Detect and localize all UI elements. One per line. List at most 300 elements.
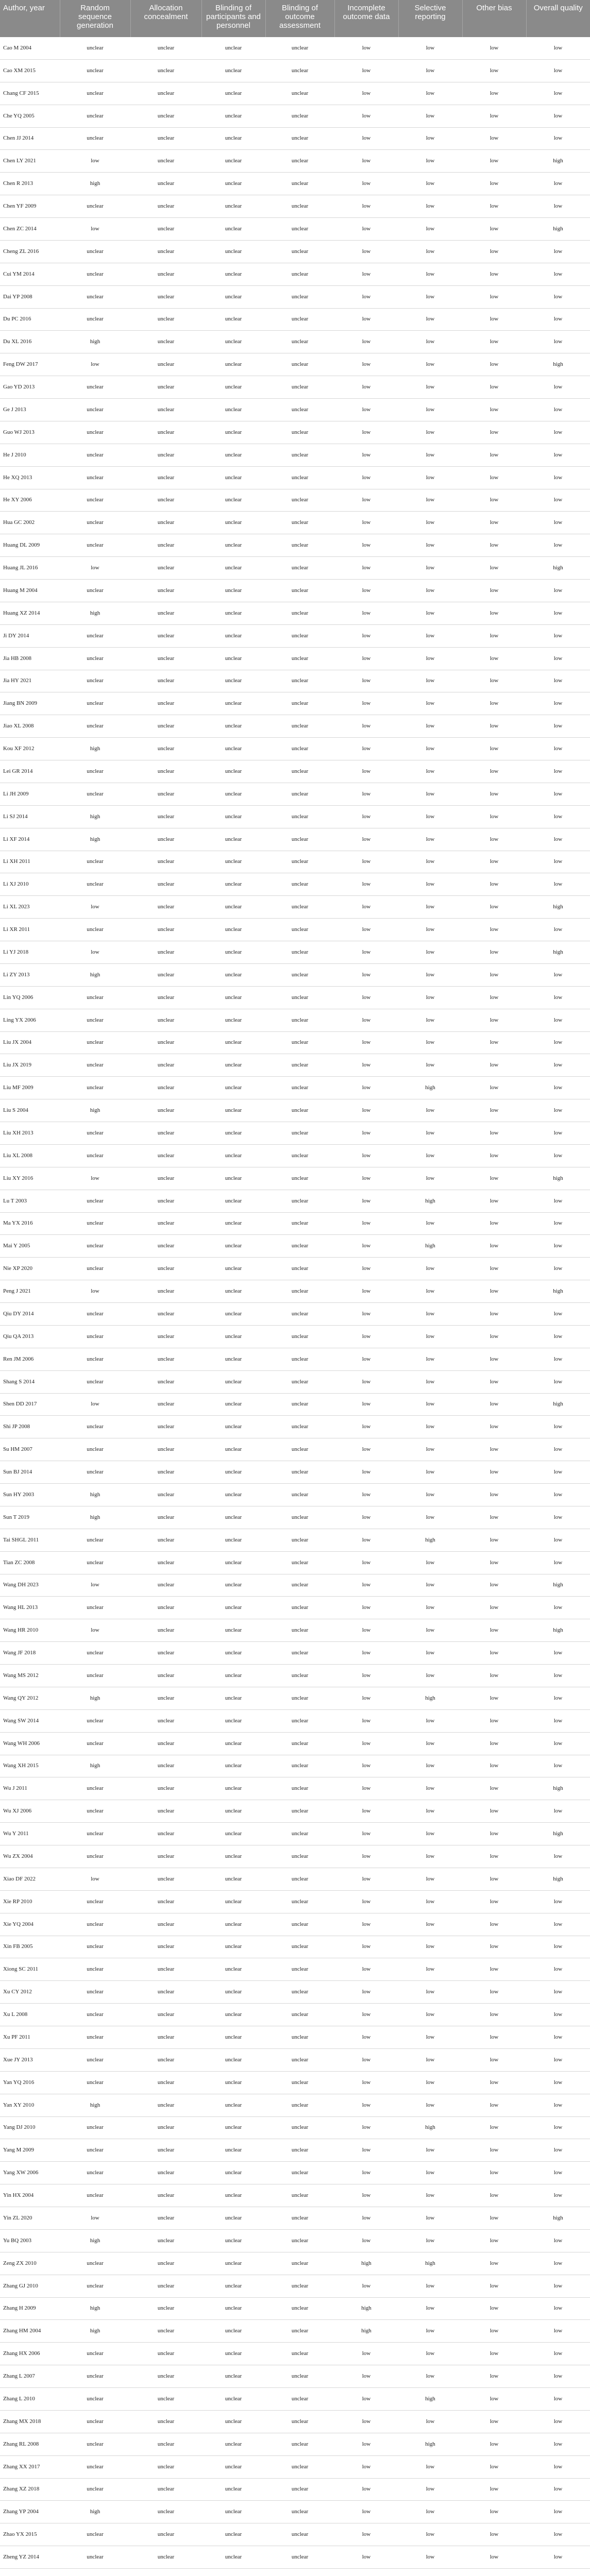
cell-author-year: Cheng ZL 2016	[0, 240, 60, 263]
cell-allocation-concealment: unclear	[130, 2252, 201, 2275]
cell-author-year: Hua GC 2002	[0, 512, 60, 534]
table-row	[0, 1416, 590, 1438]
cell-overall-quality: low	[526, 2297, 590, 2320]
table-row	[0, 1190, 590, 1212]
cell-other-bias: low	[462, 240, 526, 263]
cell-author-year: Zhang H 2009	[0, 2297, 60, 2320]
cell-selective-reporting: low	[398, 37, 462, 59]
cell-overall-quality: low	[526, 1551, 590, 1574]
cell-allocation-concealment: unclear	[130, 2094, 201, 2116]
cell-selective-reporting: high	[398, 2116, 462, 2139]
cell-allocation-concealment: unclear	[130, 150, 201, 173]
cell-selective-reporting: low	[398, 851, 462, 873]
cell-other-bias: low	[462, 489, 526, 512]
cell-incomplete-outcome: low	[334, 602, 398, 624]
cell-blinding-outcome: unclear	[265, 1597, 334, 1619]
cell-blinding-participants: unclear	[201, 1619, 265, 1642]
cell-overall-quality: low	[526, 715, 590, 738]
cell-blinding-outcome: unclear	[265, 919, 334, 941]
table-row	[0, 263, 590, 285]
cell-blinding-participants: unclear	[201, 873, 265, 896]
cell-other-bias: low	[462, 1009, 526, 1031]
table-row	[0, 692, 590, 715]
cell-allocation-concealment: unclear	[130, 1484, 201, 1506]
cell-blinding-outcome: unclear	[265, 738, 334, 760]
cell-other-bias: low	[462, 2388, 526, 2411]
cell-overall-quality: low	[526, 2048, 590, 2071]
cell-allocation-concealment: unclear	[130, 2048, 201, 2071]
cell-blinding-outcome: unclear	[265, 624, 334, 647]
cell-other-bias: low	[462, 1099, 526, 1122]
cell-blinding-outcome: unclear	[265, 851, 334, 873]
cell-other-bias: low	[462, 82, 526, 105]
cell-incomplete-outcome: low	[334, 1009, 398, 1031]
table-row	[0, 1167, 590, 1190]
cell-blinding-outcome: unclear	[265, 240, 334, 263]
cell-allocation-concealment: unclear	[130, 489, 201, 512]
cell-incomplete-outcome: low	[334, 1709, 398, 1732]
cell-author-year: Du XL 2016	[0, 331, 60, 353]
cell-allocation-concealment: unclear	[130, 512, 201, 534]
cell-allocation-concealment: unclear	[130, 173, 201, 195]
cell-random-sequence: low	[60, 1619, 130, 1642]
cell-selective-reporting: low	[398, 760, 462, 783]
cell-other-bias: low	[462, 2026, 526, 2049]
cell-allocation-concealment: unclear	[130, 1823, 201, 1845]
table-row	[0, 421, 590, 444]
cell-blinding-participants: unclear	[201, 1280, 265, 1303]
cell-blinding-participants: unclear	[201, 1348, 265, 1370]
cell-overall-quality: high	[526, 1393, 590, 1416]
cell-overall-quality: low	[526, 1077, 590, 1099]
cell-random-sequence: low	[60, 150, 130, 173]
cell-selective-reporting: low	[398, 1890, 462, 1913]
cell-other-bias: low	[462, 986, 526, 1009]
table-row	[0, 353, 590, 376]
cell-author-year: Wang XH 2015	[0, 1755, 60, 1777]
table-row	[0, 1529, 590, 1551]
cell-incomplete-outcome: low	[334, 2162, 398, 2184]
cell-author-year: He XY 2006	[0, 489, 60, 512]
cell-incomplete-outcome: low	[334, 1303, 398, 1326]
cell-incomplete-outcome: low	[334, 1370, 398, 1393]
cell-blinding-participants: unclear	[201, 1890, 265, 1913]
cell-blinding-outcome: unclear	[265, 1777, 334, 1800]
cell-random-sequence: unclear	[60, 1325, 130, 1348]
cell-random-sequence: unclear	[60, 1235, 130, 1258]
cell-selective-reporting: low	[398, 963, 462, 986]
cell-random-sequence: unclear	[60, 466, 130, 489]
cell-selective-reporting: low	[398, 1054, 462, 1077]
cell-incomplete-outcome: low	[334, 1823, 398, 1845]
cell-incomplete-outcome: high	[334, 2297, 398, 2320]
table-row	[0, 150, 590, 173]
table-row	[0, 466, 590, 489]
cell-other-bias: low	[462, 1393, 526, 1416]
table-row	[0, 2297, 590, 2320]
cell-other-bias: low	[462, 1574, 526, 1597]
cell-other-bias: low	[462, 1709, 526, 1732]
cell-incomplete-outcome: low	[334, 2410, 398, 2433]
cell-blinding-outcome: unclear	[265, 1800, 334, 1823]
cell-incomplete-outcome: low	[334, 670, 398, 692]
cell-blinding-outcome: unclear	[265, 1484, 334, 1506]
cell-random-sequence: high	[60, 805, 130, 828]
cell-other-bias: low	[462, 2207, 526, 2230]
cell-blinding-participants: unclear	[201, 624, 265, 647]
cell-random-sequence: unclear	[60, 2048, 130, 2071]
cell-other-bias: low	[462, 399, 526, 421]
cell-blinding-participants: unclear	[201, 1325, 265, 1348]
cell-author-year: Zhang GJ 2010	[0, 2275, 60, 2297]
cell-blinding-outcome: unclear	[265, 873, 334, 896]
cell-selective-reporting: low	[398, 1936, 462, 1958]
cell-blinding-participants: unclear	[201, 2162, 265, 2184]
cell-other-bias: low	[462, 2297, 526, 2320]
cell-other-bias: low	[462, 1258, 526, 1280]
cell-selective-reporting: high	[398, 1077, 462, 1099]
cell-selective-reporting: low	[398, 1551, 462, 1574]
cell-incomplete-outcome: low	[334, 1800, 398, 1823]
cell-blinding-participants: unclear	[201, 1709, 265, 1732]
cell-selective-reporting: low	[398, 1619, 462, 1642]
cell-random-sequence: unclear	[60, 1913, 130, 1936]
cell-other-bias: low	[462, 624, 526, 647]
cell-allocation-concealment: unclear	[130, 1077, 201, 1099]
table-body	[0, 37, 590, 2576]
cell-blinding-participants: unclear	[201, 1144, 265, 1167]
cell-other-bias: low	[462, 2478, 526, 2501]
cell-random-sequence: unclear	[60, 240, 130, 263]
cell-blinding-outcome: unclear	[265, 2388, 334, 2411]
cell-blinding-outcome: unclear	[265, 195, 334, 218]
cell-author-year: Zhang HX 2006	[0, 2343, 60, 2365]
cell-random-sequence: unclear	[60, 1077, 130, 1099]
cell-blinding-participants: unclear	[201, 1167, 265, 1190]
cell-selective-reporting: low	[398, 534, 462, 557]
cell-blinding-participants: unclear	[201, 2365, 265, 2388]
cell-overall-quality: low	[526, 1981, 590, 2004]
cell-random-sequence: unclear	[60, 1348, 130, 1370]
cell-allocation-concealment: unclear	[130, 963, 201, 986]
cell-blinding-outcome: unclear	[265, 2252, 334, 2275]
cell-overall-quality: high	[526, 941, 590, 964]
cell-incomplete-outcome: low	[334, 1687, 398, 1709]
cell-blinding-outcome: unclear	[265, 2433, 334, 2455]
cell-blinding-outcome: unclear	[265, 421, 334, 444]
cell-blinding-participants: unclear	[201, 218, 265, 241]
cell-blinding-participants: unclear	[201, 1868, 265, 1890]
cell-selective-reporting	[398, 2569, 462, 2576]
cell-blinding-outcome: unclear	[265, 399, 334, 421]
cell-incomplete-outcome: low	[334, 2501, 398, 2523]
cell-author-year: Wang JF 2018	[0, 1642, 60, 1665]
cell-incomplete-outcome: low	[334, 1936, 398, 1958]
cell-random-sequence: unclear	[60, 2433, 130, 2455]
cell-incomplete-outcome: low	[334, 1574, 398, 1597]
cell-incomplete-outcome: low	[334, 2207, 398, 2230]
cell-other-bias: low	[462, 2229, 526, 2252]
cell-author-year: Xue JY 2013	[0, 2048, 60, 2071]
cell-author-year: Yu BQ 2003	[0, 2229, 60, 2252]
column-header-incomplete-outcome: Incomplete outcome data	[334, 0, 398, 37]
cell-blinding-participants: unclear	[201, 1009, 265, 1031]
cell-blinding-outcome: unclear	[265, 2207, 334, 2230]
cell-random-sequence: unclear	[60, 1551, 130, 1574]
cell-random-sequence: unclear	[60, 2523, 130, 2546]
cell-random-sequence: unclear	[60, 534, 130, 557]
cell-other-bias: low	[462, 783, 526, 805]
cell-blinding-participants: unclear	[201, 919, 265, 941]
cell-incomplete-outcome: low	[334, 376, 398, 399]
cell-allocation-concealment: unclear	[130, 1890, 201, 1913]
cell-random-sequence: high	[60, 2094, 130, 2116]
table-row	[0, 59, 590, 82]
cell-overall-quality: low	[526, 2139, 590, 2162]
table-row	[0, 1122, 590, 1145]
cell-selective-reporting: low	[398, 1845, 462, 1868]
cell-blinding-outcome	[265, 2569, 334, 2576]
cell-allocation-concealment: unclear	[130, 2546, 201, 2569]
cell-selective-reporting: low	[398, 150, 462, 173]
cell-incomplete-outcome: low	[334, 2094, 398, 2116]
cell-blinding-outcome: unclear	[265, 2523, 334, 2546]
cell-overall-quality: low	[526, 692, 590, 715]
cell-blinding-participants: unclear	[201, 2523, 265, 2546]
cell-allocation-concealment: unclear	[130, 692, 201, 715]
cell-blinding-participants: unclear	[201, 1551, 265, 1574]
cell-other-bias: low	[462, 2048, 526, 2071]
table-row	[0, 1258, 590, 1280]
cell-overall-quality: high	[526, 1777, 590, 1800]
cell-selective-reporting: low	[398, 1144, 462, 1167]
cell-incomplete-outcome: low	[334, 82, 398, 105]
cell-other-bias: low	[462, 602, 526, 624]
cell-random-sequence: unclear	[60, 59, 130, 82]
cell-blinding-participants: unclear	[201, 1597, 265, 1619]
cell-random-sequence: unclear	[60, 647, 130, 670]
cell-author-year: Sun HY 2003	[0, 1484, 60, 1506]
cell-other-bias: low	[462, 715, 526, 738]
cell-other-bias: low	[462, 1461, 526, 1484]
table-row	[0, 2252, 590, 2275]
cell-allocation-concealment: unclear	[130, 2455, 201, 2478]
cell-author-year: Tian ZC 2008	[0, 1551, 60, 1574]
cell-blinding-outcome: unclear	[265, 1958, 334, 1981]
cell-incomplete-outcome: low	[334, 2523, 398, 2546]
cell-blinding-participants: unclear	[201, 2094, 265, 2116]
cell-incomplete-outcome: low	[334, 941, 398, 964]
cell-blinding-outcome: unclear	[265, 1190, 334, 1212]
table-row	[0, 444, 590, 466]
table-row	[0, 1845, 590, 1868]
cell-selective-reporting: low	[398, 986, 462, 1009]
column-header-blinding-participants: Blinding of participants and personnel	[201, 0, 265, 37]
cell-allocation-concealment: unclear	[130, 602, 201, 624]
cell-incomplete-outcome: low	[334, 37, 398, 59]
cell-selective-reporting: low	[398, 59, 462, 82]
cell-overall-quality: low	[526, 466, 590, 489]
table-row	[0, 851, 590, 873]
cell-allocation-concealment: unclear	[130, 1258, 201, 1280]
cell-blinding-outcome: unclear	[265, 534, 334, 557]
cell-overall-quality: low	[526, 2252, 590, 2275]
cell-other-bias: low	[462, 2184, 526, 2207]
cell-allocation-concealment: unclear	[130, 1212, 201, 1235]
cell-allocation-concealment: unclear	[130, 2343, 201, 2365]
cell-random-sequence: unclear	[60, 1190, 130, 1212]
cell-author-year: Cui YM 2014	[0, 263, 60, 285]
cell-other-bias: low	[462, 1303, 526, 1326]
cell-other-bias: low	[462, 580, 526, 602]
cell-overall-quality: low	[526, 580, 590, 602]
cell-incomplete-outcome: low	[334, 1031, 398, 1054]
cell-allocation-concealment: unclear	[130, 2275, 201, 2297]
cell-blinding-outcome: unclear	[265, 37, 334, 59]
cell-other-bias: low	[462, 2433, 526, 2455]
cell-other-bias: low	[462, 1800, 526, 1823]
cell-selective-reporting: low	[398, 218, 462, 241]
cell-random-sequence: unclear	[60, 421, 130, 444]
cell-allocation-concealment: unclear	[130, 353, 201, 376]
cell-author-year: Qiu DY 2014	[0, 1303, 60, 1326]
cell-incomplete-outcome: low	[334, 1438, 398, 1461]
cell-author-year: Yang XW 2006	[0, 2162, 60, 2184]
table-row	[0, 1913, 590, 1936]
cell-allocation-concealment: unclear	[130, 783, 201, 805]
cell-random-sequence: unclear	[60, 489, 130, 512]
cell-incomplete-outcome: low	[334, 2229, 398, 2252]
cell-blinding-outcome: unclear	[265, 2410, 334, 2433]
cell-overall-quality: low	[526, 2365, 590, 2388]
cell-incomplete-outcome: low	[334, 851, 398, 873]
cell-author-year: Wang HR 2010	[0, 1619, 60, 1642]
cell-random-sequence: high	[60, 2501, 130, 2523]
cell-blinding-participants: unclear	[201, 1416, 265, 1438]
cell-other-bias: low	[462, 851, 526, 873]
cell-author-year: Ma YX 2016	[0, 1212, 60, 1235]
cell-selective-reporting: low	[398, 2546, 462, 2569]
cell-author-year: Liu JX 2019	[0, 1054, 60, 1077]
cell-author-year: Lin YQ 2006	[0, 986, 60, 1009]
cell-allocation-concealment: unclear	[130, 1709, 201, 1732]
table-row	[0, 399, 590, 421]
cell-incomplete-outcome: low	[334, 1665, 398, 1687]
cell-blinding-outcome: unclear	[265, 1393, 334, 1416]
table-row	[0, 2343, 590, 2365]
cell-author-year: Shi JP 2008	[0, 1416, 60, 1438]
cell-overall-quality	[526, 2569, 590, 2576]
cell-incomplete-outcome: low	[334, 624, 398, 647]
cell-author-year: Peng J 2021	[0, 1280, 60, 1303]
cell-blinding-participants: unclear	[201, 534, 265, 557]
cell-blinding-outcome: unclear	[265, 2048, 334, 2071]
cell-incomplete-outcome: low	[334, 1212, 398, 1235]
cell-selective-reporting: low	[398, 1031, 462, 1054]
cell-allocation-concealment: unclear	[130, 1190, 201, 1212]
cell-random-sequence: unclear	[60, 399, 130, 421]
cell-other-bias: low	[462, 285, 526, 308]
cell-other-bias: low	[462, 1913, 526, 1936]
cell-blinding-participants: unclear	[201, 580, 265, 602]
cell-incomplete-outcome: low	[334, 2116, 398, 2139]
cell-author-year: Liu MF 2009	[0, 1077, 60, 1099]
cell-other-bias: low	[462, 331, 526, 353]
cell-random-sequence: unclear	[60, 873, 130, 896]
cell-overall-quality: high	[526, 218, 590, 241]
cell-other-bias: low	[462, 1890, 526, 1913]
cell-incomplete-outcome: low	[334, 263, 398, 285]
cell-allocation-concealment: unclear	[130, 1122, 201, 1145]
table-row	[0, 2116, 590, 2139]
table-row	[0, 1755, 590, 1777]
column-header-random-sequence: Random sequence generation	[60, 0, 130, 37]
cell-allocation-concealment: unclear	[130, 2433, 201, 2455]
cell-blinding-outcome: unclear	[265, 1303, 334, 1326]
cell-selective-reporting: low	[398, 466, 462, 489]
cell-author-year: Cao XM 2015	[0, 59, 60, 82]
cell-random-sequence: high	[60, 2320, 130, 2343]
cell-other-bias: low	[462, 2410, 526, 2433]
cell-overall-quality: low	[526, 963, 590, 986]
table-row	[0, 240, 590, 263]
cell-other-bias: low	[462, 59, 526, 82]
cell-random-sequence: low	[60, 557, 130, 580]
cell-author-year: Jiao XL 2008	[0, 715, 60, 738]
cell-other-bias: low	[462, 1755, 526, 1777]
cell-random-sequence: high	[60, 1755, 130, 1777]
cell-random-sequence: high	[60, 963, 130, 986]
cell-blinding-outcome: unclear	[265, 1370, 334, 1393]
cell-overall-quality: low	[526, 240, 590, 263]
cell-incomplete-outcome: low	[334, 2388, 398, 2411]
cell-blinding-participants: unclear	[201, 2546, 265, 2569]
cell-selective-reporting: low	[398, 376, 462, 399]
cell-overall-quality: low	[526, 59, 590, 82]
cell-selective-reporting: low	[398, 2410, 462, 2433]
cell-blinding-outcome: unclear	[265, 2026, 334, 2049]
table-row	[0, 1890, 590, 1913]
cell-selective-reporting: low	[398, 2501, 462, 2523]
cell-author-year: Zhang RL 2008	[0, 2433, 60, 2455]
cell-allocation-concealment: unclear	[130, 534, 201, 557]
table-row	[0, 2275, 590, 2297]
cell-allocation-concealment: unclear	[130, 399, 201, 421]
cell-blinding-participants: unclear	[201, 512, 265, 534]
cell-selective-reporting: low	[398, 1416, 462, 1438]
cell-blinding-outcome: unclear	[265, 331, 334, 353]
cell-blinding-participants: unclear	[201, 1845, 265, 1868]
cell-author-year: Lei GR 2014	[0, 760, 60, 783]
cell-incomplete-outcome: low	[334, 399, 398, 421]
cell-overall-quality: low	[526, 1484, 590, 1506]
cell-author-year: Cao M 2004	[0, 37, 60, 59]
cell-author-year: Xin FB 2005	[0, 1936, 60, 1958]
cell-other-bias: low	[462, 2501, 526, 2523]
cell-random-sequence: high	[60, 1099, 130, 1122]
cell-random-sequence: high	[60, 331, 130, 353]
cell-overall-quality: high	[526, 2207, 590, 2230]
table-row	[0, 1642, 590, 1665]
cell-selective-reporting: low	[398, 1913, 462, 1936]
cell-blinding-outcome: unclear	[265, 1099, 334, 1122]
cell-overall-quality: low	[526, 1122, 590, 1145]
cell-blinding-participants	[201, 2569, 265, 2576]
table-row	[0, 1506, 590, 1529]
cell-overall-quality: low	[526, 919, 590, 941]
cell-blinding-participants: unclear	[201, 986, 265, 1009]
cell-blinding-outcome: unclear	[265, 1619, 334, 1642]
